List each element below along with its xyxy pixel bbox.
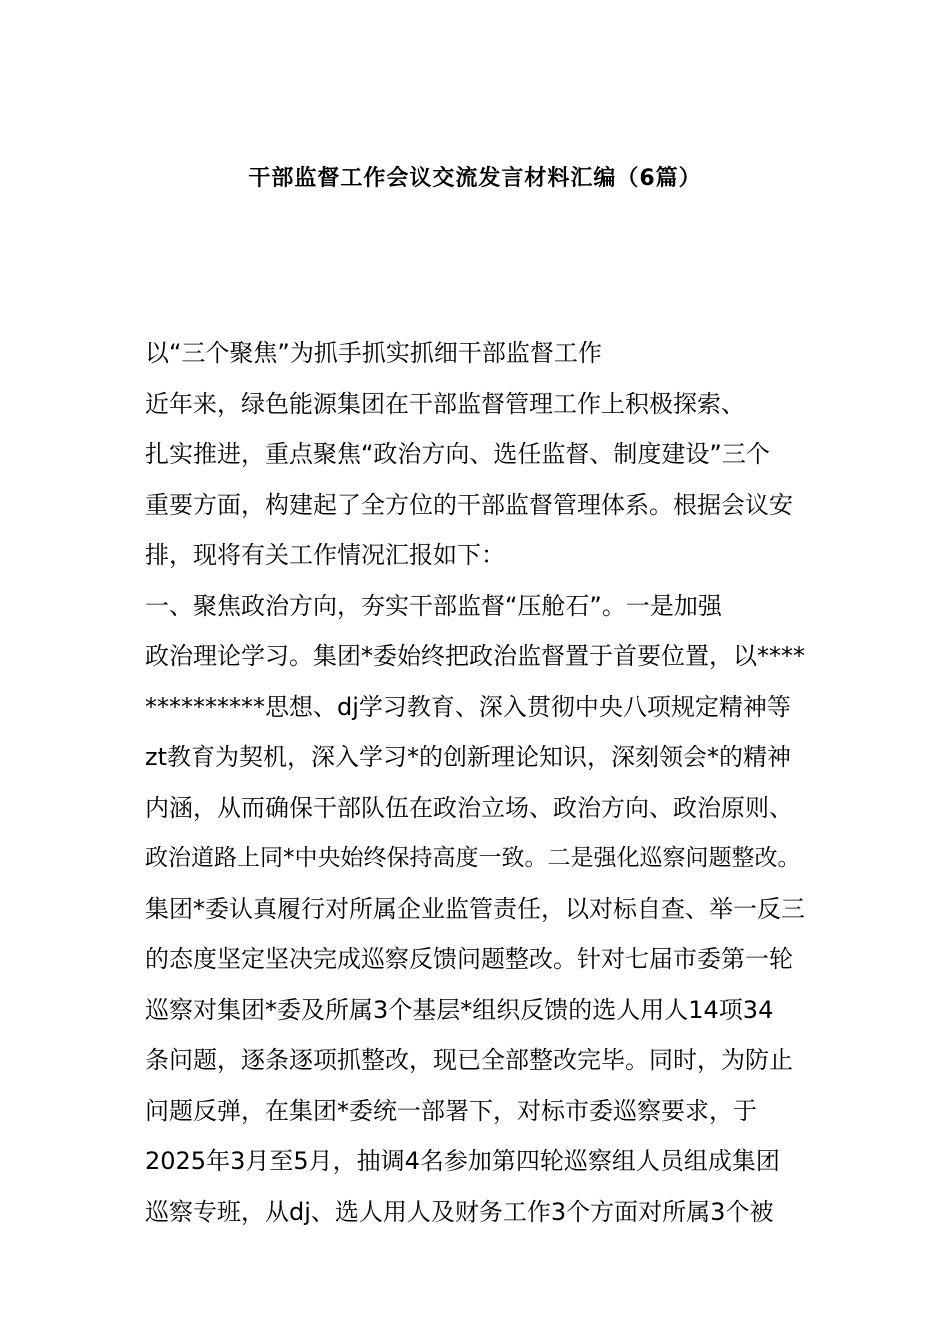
paragraph-line: 政治理论学习。集团*委始终把政治监督置于首要位置，以**** bbox=[145, 642, 805, 670]
paragraph-line: zt教育为契机，深入学习*的创新理论知识，深刻领会*的精神 bbox=[145, 743, 792, 771]
section-heading: 以“三个聚焦”为抓手抓实抓细干部监督工作 bbox=[145, 339, 602, 367]
paragraph-line: 巡察对集团*委及所属3个基层*组织反馈的选人用人14项34 bbox=[145, 995, 774, 1024]
paragraph-line: 重要方面，构建起了全方位的干部监督管理体系。根据会议安 bbox=[145, 490, 793, 519]
paragraph-line: 集团*委认真履行对所属企业监管责任，以对标自查、举一反三 bbox=[145, 894, 805, 923]
paragraph-line: 近年来，绿色能源集团在干部监督管理工作上积极探索、 bbox=[145, 389, 745, 418]
paragraph-line: 内涵，从而确保干部队伍在政治立场、政治方向、政治原则、 bbox=[145, 793, 793, 822]
document-body bbox=[145, 328, 810, 1237]
paragraph-line: **********思想、dj学习教育、深入贯彻中央八项规定精神等 bbox=[145, 692, 791, 721]
paragraph-line: 排，现将有关工作情况汇报如下： bbox=[145, 541, 505, 569]
paragraph-line: 条问题，逐条逐项抓整改，现已全部整改完毕。同时，为防止 bbox=[145, 1046, 793, 1074]
paragraph-line: 2025年3月至5月，抽调4名参加第四轮巡察组人员组成集团 bbox=[145, 1147, 780, 1175]
paragraph-line: 一、聚焦政治方向，夯实干部监督“压舱石”。一是加强 bbox=[145, 591, 722, 620]
paragraph-line: 的态度坚定坚决完成巡察反馈问题整改。针对七届市委第一轮 bbox=[145, 945, 793, 973]
paragraph-line: 巡察专班，从dj、选人用人及财务工作3个方面对所属3个被 bbox=[145, 1197, 774, 1226]
paragraph-line: 问题反弹，在集团*委统一部署下，对标市委巡察要求，于 bbox=[145, 1096, 757, 1125]
document-title: 干部监督工作会议交流发言材料汇编（6篇） bbox=[248, 166, 702, 191]
paragraph-line: 政治道路上同*中央始终保持高度一致。二是强化巡察问题整改。 bbox=[145, 845, 801, 871]
paragraph-line: 扎实推进，重点聚焦“政治方向、选任监督、制度建设”三个 bbox=[145, 440, 770, 468]
